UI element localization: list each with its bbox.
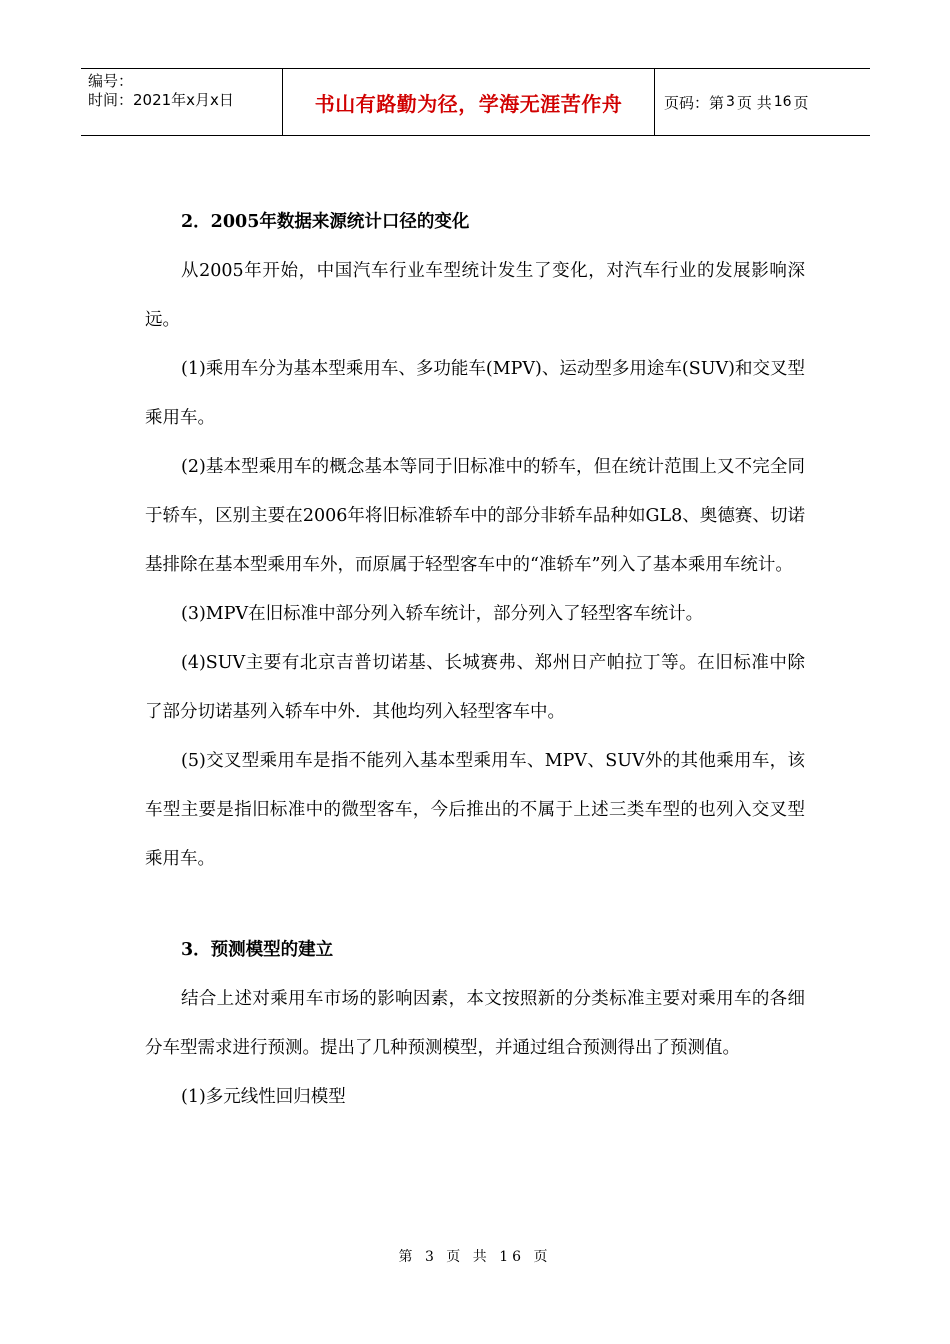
document-body [145, 198, 805, 1122]
page-mid: 页 共 [736, 93, 772, 112]
header-motto: 书山有路勤为径，学海无涯苦作舟 [314, 91, 623, 116]
section-2-paragraph: (3)MPV在旧标准中部分列入轿车统计，部分列入了轻型客车统计。 [181, 604, 704, 624]
section-2-paragraph: 从2005年开始，中国汽车行业车型统计发生了变化，对汽车行业的发展影响深远。 [145, 261, 805, 330]
section-3-paragraph: (1)多元线性回归模型 [181, 1087, 346, 1107]
page-prefix: 页码：第 [664, 93, 725, 112]
section-spacer [145, 884, 805, 926]
document-number-label: 编号： [88, 72, 134, 90]
header-motto-cell [283, 69, 655, 135]
page-footer: 第 3 页 共 16 页 [398, 1249, 552, 1265]
section-2-paragraph: (4)SUV主要有北京吉普切诺基、长城赛弗、郑州日产帕拉丁等。在旧标准中除了部分切诺基列入轿车中外．其他均列入轻型客车中。 [145, 653, 805, 722]
section-2-heading: 2．2005年数据来源统计口径的变化 [181, 212, 470, 232]
section-3-heading: 3．预测模型的建立 [181, 940, 334, 960]
header-page-cell [655, 69, 870, 135]
document-date-label: 时间：2021年x月x日 [88, 91, 234, 109]
section-2-paragraph: (2)基本型乘用车的概念基本等同于旧标准中的轿车，但在统计范围上又不完全同于轿车，区别主要在2006年将旧标准轿车中的部分非轿车品种如GL8、奥德赛、切诺基排除在基本型乘用车外，而原属于轻型客车中的“准轿车”列入了基本乘用车统计。 [145, 457, 805, 575]
section-2-paragraph: (5)交叉型乘用车是指不能列入基本型乘用车、MPV、SUV外的其他乘用车，该车型主要是指旧标准中的微型客车，今后推出的不属于上述三类车型的也列入交叉型乘用车。 [145, 751, 805, 869]
page-suffix: 页 [793, 93, 809, 112]
page-total: 16 [773, 94, 792, 110]
header-info-cell [81, 69, 283, 135]
section-3-paragraph: 结合上述对乘用车市场的影响因素，本文按照新的分类标准主要对乘用车的各细分车型需求进行预测。提出了几种预测模型，并通过组合预测得出了预测值。 [145, 989, 805, 1058]
section-2-paragraph: (1)乘用车分为基本型乘用车、多功能车(MPV)、运动型多用途车(SUV)和交叉型乘用车。 [145, 359, 805, 428]
page-current: 3 [726, 94, 735, 110]
header-table [81, 68, 870, 136]
